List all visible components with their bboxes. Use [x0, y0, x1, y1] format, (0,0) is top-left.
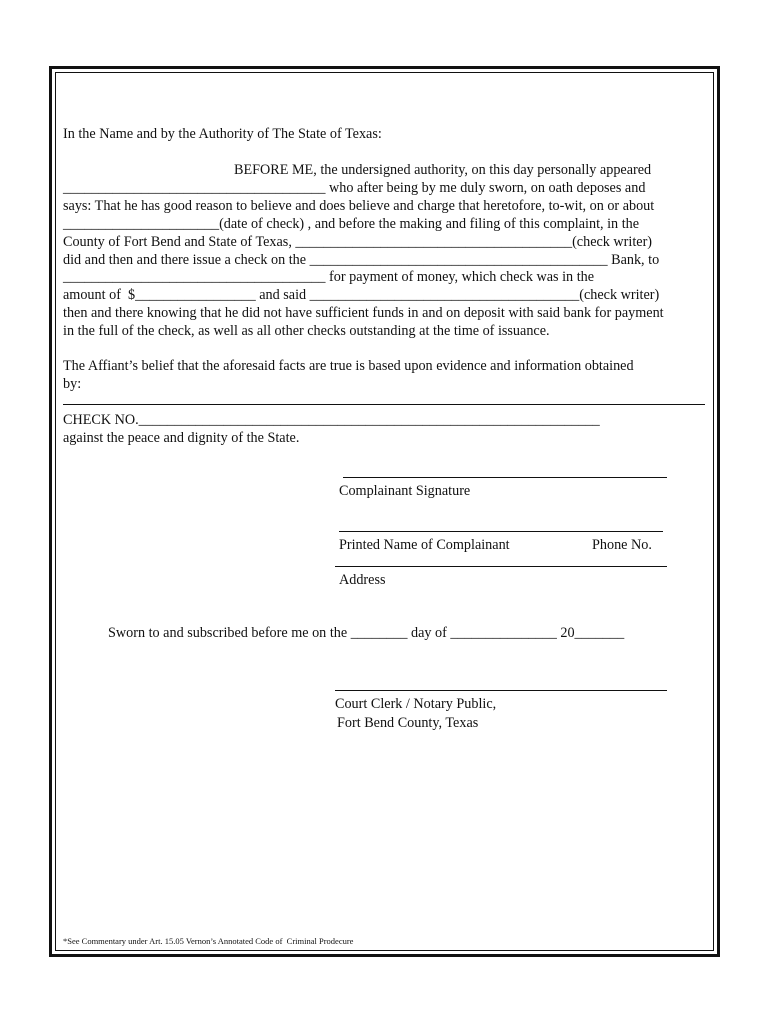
body-line: amount of $_________________ and said ______________________________________(check writer)	[63, 287, 660, 303]
clerk-title: Court Clerk / Notary Public,	[335, 696, 497, 712]
belief-line: The Affiant’s belief that the aforesaid facts are true is based upon evidence and information obtained	[63, 358, 634, 374]
clerk-county: Fort Bend County, Texas	[337, 715, 479, 731]
footnote: *See Commentary under Art. 15.05 Vernon’s Annotated Code of Criminal Prodecure	[63, 936, 354, 946]
sworn-line: Sworn to and subscribed before me on the ________ day of _______________ 20_______	[108, 625, 625, 641]
body-line: _____________________________________ who after being by me duly sworn, on oath deposes and	[63, 180, 646, 196]
body-line: then and there knowing that he did not have sufficient funds in and on deposit with said bank for payment	[63, 305, 664, 321]
peace-dignity-line: against the peace and dignity of the State.	[63, 430, 300, 446]
body-line: _____________________________________ for payment of money, which check was in the	[63, 269, 595, 285]
body-line: says: That he has good reason to believe and does believe and charge that heretofore, to-wit, on or about	[63, 198, 655, 214]
body-line: did and then and there issue a check on the __________________________________________ Bank, to	[63, 252, 660, 268]
body-line: ______________________(date of check) , and before the making and filing of this complaint, in the	[63, 216, 640, 232]
address-label: Address	[339, 572, 386, 588]
body-line: BEFORE ME, the undersigned authority, on this day personally appeared	[234, 162, 652, 178]
address-line[interactable]	[335, 566, 667, 567]
authority-line: In the Name and by the Authority of The State of Texas:	[63, 126, 382, 142]
clerk-signature-line[interactable]	[335, 690, 667, 691]
printed-name-line[interactable]	[339, 531, 663, 532]
check-number-line: CHECK NO._________________________________________________________________	[63, 412, 600, 428]
printed-name-label: Printed Name of Complainant	[339, 537, 510, 553]
phone-label: Phone No.	[592, 537, 652, 553]
complainant-signature-line[interactable]	[343, 477, 667, 478]
body-line: in the full of the check, as well as all other checks outstanding at the time of issuance.	[63, 323, 550, 339]
evidence-fill-line[interactable]	[63, 404, 705, 405]
body-line: County of Fort Bend and State of Texas, _______________________________________(check writer)	[63, 234, 653, 250]
complainant-signature-label: Complainant Signature	[339, 483, 471, 499]
belief-line: by:	[63, 376, 82, 392]
